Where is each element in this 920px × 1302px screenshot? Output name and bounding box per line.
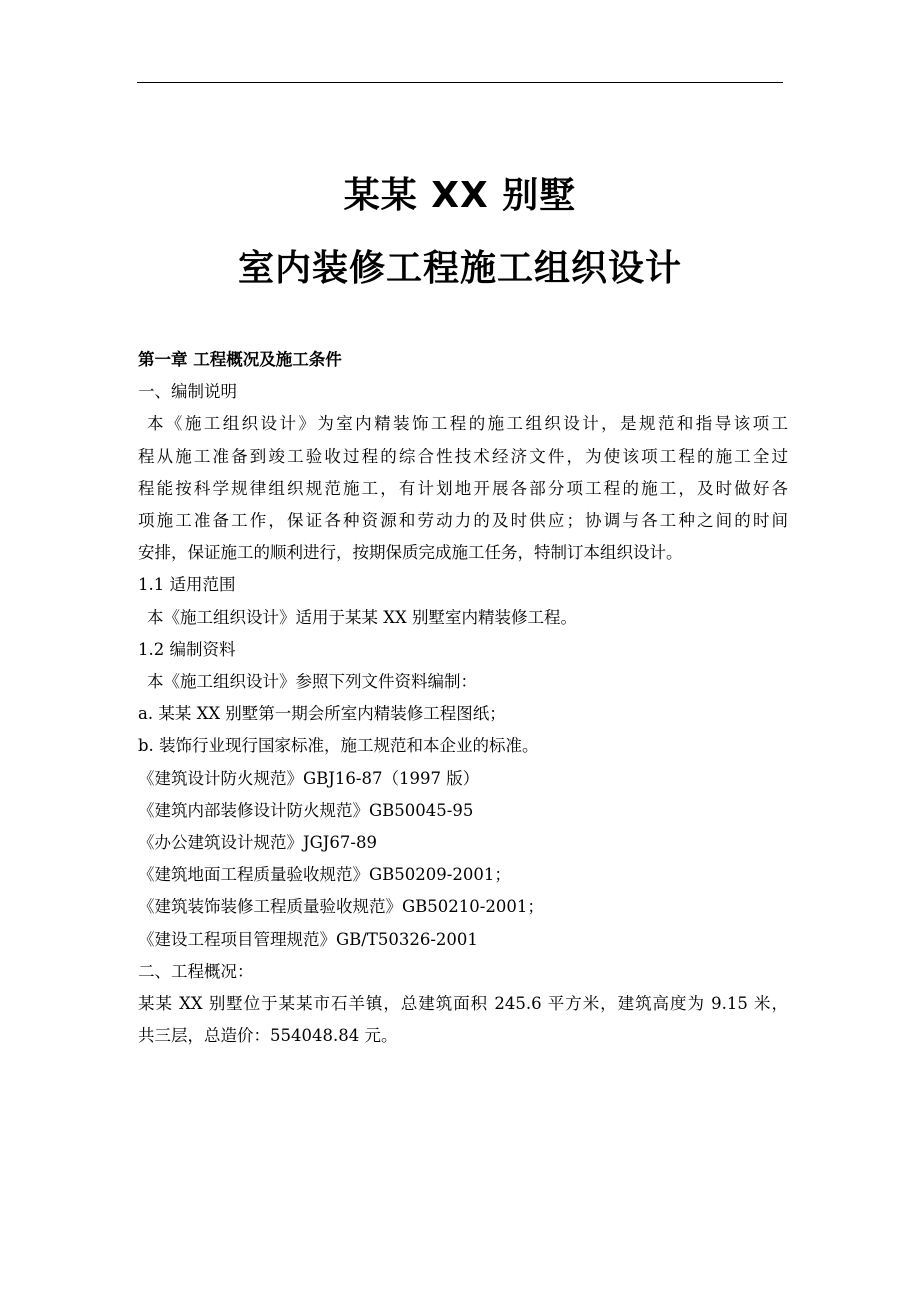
paragraph-line: 本《施工组织设计》为室内精装饰工程的施工组织设计，是规范和指导该项工 bbox=[147, 414, 788, 434]
reference-item: 《建筑装饰装修工程质量验收规范》GB50210-2001； bbox=[138, 897, 544, 917]
paragraph-line: 安排，保证施工的顺利进行，按期保质完成施工任务，特制订本组织设计。 bbox=[138, 543, 683, 563]
refs-heading: 1.2 编制资料 bbox=[138, 639, 236, 659]
overview-line: 某某 XX 别墅位于某某市石羊镇，总建筑面积 245.6 平方米，建筑高度为 9.15 米， bbox=[138, 994, 788, 1014]
reference-item: b. 装饰行业现行国家标准，施工规范和本企业的标准。 bbox=[138, 736, 539, 756]
document-title-line2: 室内装修工程施工组织设计 bbox=[237, 248, 682, 289]
scope-text: 本《施工组织设计》适用于某某 XX 别墅室内精装修工程。 bbox=[147, 607, 577, 627]
section1-heading: 一、编制说明 bbox=[138, 382, 237, 402]
overview-line: 共三层，总造价：554048.84 元。 bbox=[138, 1026, 398, 1046]
chapter-heading: 第一章 工程概况及施工条件 bbox=[138, 350, 342, 369]
refs-intro: 本《施工组织设计》参照下列文件资料编制： bbox=[147, 672, 477, 692]
reference-item: a. 某某 XX 别墅第一期会所室内精装修工程图纸； bbox=[138, 704, 506, 724]
section2-heading: 二、工程概况： bbox=[138, 961, 254, 981]
reference-item: 《建筑地面工程质量验收规范》GB50209-2001； bbox=[138, 865, 511, 885]
document-body bbox=[138, 344, 788, 1052]
reference-item: 《建筑设计防火规范》GBJ16-87（1997 版） bbox=[138, 768, 480, 788]
paragraph-line: 程从施工准备到竣工验收过程的综合性技术经济文件，为使该项工程的施工全过 bbox=[138, 446, 788, 466]
scope-heading: 1.1 适用范围 bbox=[138, 575, 236, 595]
reference-item: 《建设工程项目管理规范》GB/T50326-2001 bbox=[138, 929, 478, 949]
reference-item: 《建筑内部装修设计防火规范》GB50045-95 bbox=[138, 800, 474, 820]
header-rule bbox=[137, 82, 783, 83]
reference-item: 《办公建筑设计规范》JGJ67-89 bbox=[138, 833, 377, 853]
document-title-line1: 某某 XX 别墅 bbox=[343, 175, 577, 216]
paragraph-line: 程能按科学规律组织规范施工，有计划地开展各部分项工程的施工，及时做好各 bbox=[138, 478, 788, 498]
paragraph-line: 项施工准备工作，保证各种资源和劳动力的及时供应；协调与各工种之间的时间 bbox=[138, 511, 788, 531]
